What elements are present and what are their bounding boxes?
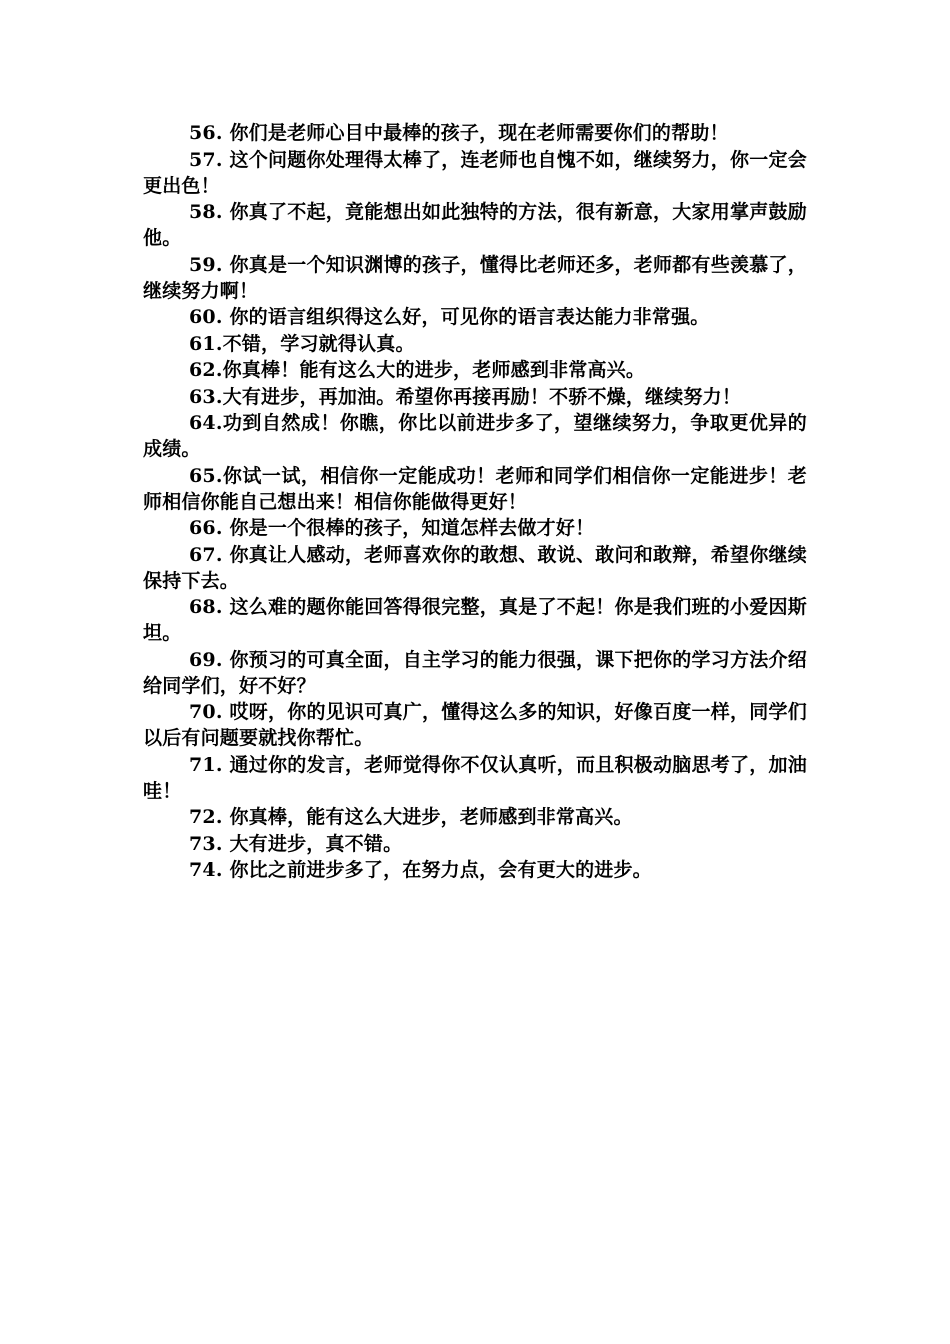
paragraph-71: 71. 通过你的发言，老师觉得你不仅认真听，而且积极动脑思考了，加油哇！ xyxy=(143,753,807,802)
paragraph-70: 70. 哎呀，你的见识可真广，懂得这么多的知识，好像百度一样，同学们以后有问题要就找你帮忙。 xyxy=(143,701,807,749)
paragraph-64: 64.功到自然成！你瞧，你比以前进步多了，望继续努力，争取更优异的成绩。 xyxy=(143,412,807,460)
paragraph-73: 73. 大有进步，真不错。 xyxy=(189,832,403,855)
paragraph-72: 72. 你真棒，能有这么大进步，老师感到非常高兴。 xyxy=(189,806,633,828)
paragraph-61: 61.不错，学习就得认真。 xyxy=(189,332,415,355)
paragraph-74: 74. 你比之前进步多了，在努力点，会有更大的进步。 xyxy=(189,859,652,881)
paragraph-63: 63.大有进步，再加油。希望你再接再励！不骄不燥，继续努力！ xyxy=(189,385,742,408)
paragraph-57: 57. 这个问题你处理得太棒了，连老师也自愧不如，继续努力，你一定会更出色！ xyxy=(143,148,807,197)
paragraph-69: 69. 你预习的可真全面，自主学习的能力很强，课下把你的学习方法介绍给同学们，好不好？ xyxy=(143,648,807,697)
paragraph-56: 56. 你们是老师心目中最棒的孩子，现在老师需要你们的帮助！ xyxy=(189,122,729,144)
paragraph-62: 62.你真棒！能有这么大的进步，老师感到非常高兴。 xyxy=(189,359,646,381)
paragraph-67: 67. 你真让人感动，老师喜欢你的敢想、敢说、敢问和敢辩，希望你继续保持下去。 xyxy=(143,543,807,592)
paragraph-58: 58. 你真了不起，竟能想出如此独特的方法，很有新意，大家用掌声鼓励他。 xyxy=(143,201,807,249)
document-body xyxy=(143,120,807,884)
paragraph-65: 65.你试一试，相信你一定能成功！老师和同学们相信你一定能进步！老师相信你能自己想出来！相信你能做得更好！ xyxy=(143,464,807,513)
paragraph-60: 60. 你的语言组织得这么好，可见你的语言表达能力非常强。 xyxy=(189,306,710,328)
paragraph-68: 68. 这么难的题你能回答得很完整，真是了不起！你是我们班的小爱因斯坦。 xyxy=(143,596,807,644)
paragraph-66: 66. 你是一个很棒的孩子，知道怎样去做才好！ xyxy=(189,517,595,539)
paragraph-59: 59. 你真是一个知识渊博的孩子，懂得比老师还多，老师都有些羡慕了，继续努力啊！ xyxy=(143,253,807,302)
